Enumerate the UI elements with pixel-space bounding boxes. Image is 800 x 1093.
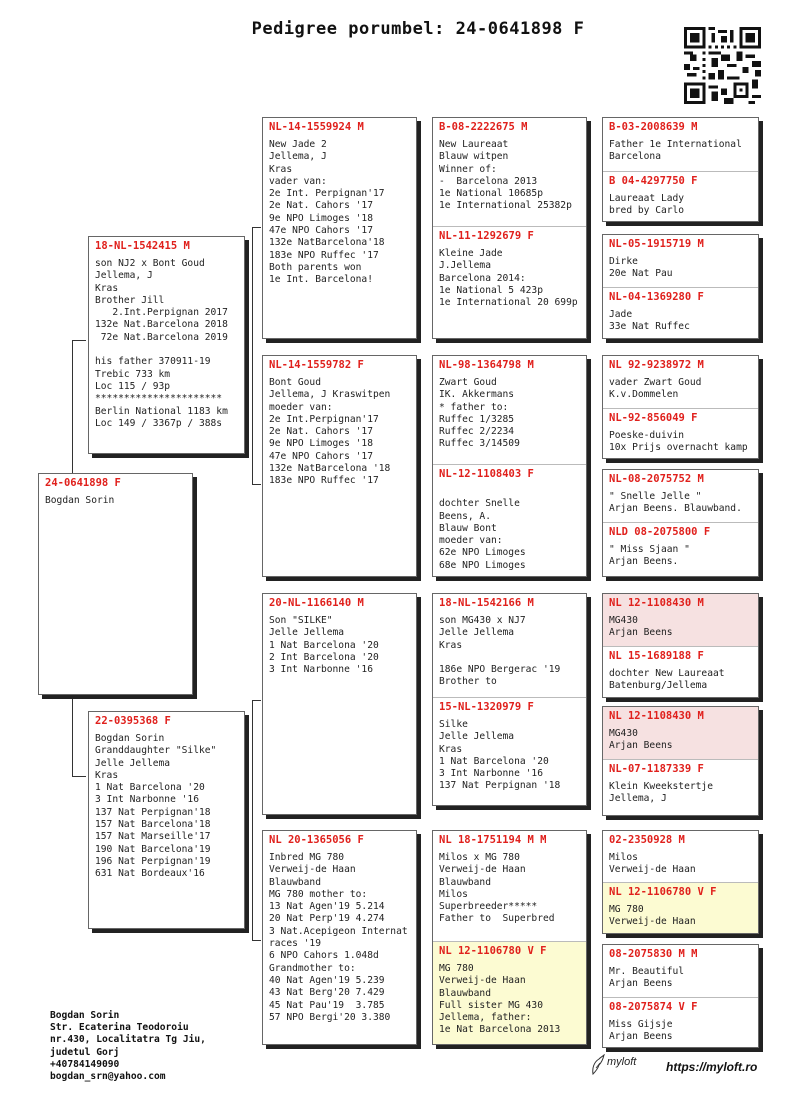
pigeon-entry [433, 118, 586, 226]
pigeon-notes: Father 1e International Barcelona [609, 139, 742, 163]
ring-number: 08-2075830 M M [609, 948, 698, 960]
grandparent-box[interactable] [262, 117, 417, 339]
page-title: Pedigree porumbel: 24-0641898 F [251, 19, 585, 39]
grandparent-box[interactable] [262, 593, 417, 815]
great-great-grandparent-box[interactable] [602, 593, 759, 698]
pigeon-notes: Silke Jelle Jellema Kras 1 Nat Barcelona '20 3 Int Narbonne '16 137 Nat Perpignan '18 [439, 719, 561, 792]
pigeon-notes: Jade 33e Nat Ruffec [609, 309, 690, 333]
pigeon-entry [433, 226, 586, 338]
ring-number: NL 15-1689188 F [609, 650, 704, 662]
pigeon-notes: Laureaat Lady bred by Carlo [609, 193, 685, 217]
pigeon-entry [603, 118, 758, 171]
ring-number: NL 92-9238972 M [609, 359, 704, 371]
pigeon-notes: " Miss Sjaan " Arjan Beens. [609, 544, 690, 568]
pigeon-entry [603, 470, 758, 522]
pigeon-notes: Bogdan Sorin [45, 495, 115, 506]
ring-number: 15-NL-1320979 F [439, 701, 534, 713]
pigeon-entry [603, 287, 758, 338]
ring-number: NL 12-1108430 M [609, 710, 704, 722]
dam-box[interactable] [88, 711, 245, 929]
pigeon-entry [433, 356, 586, 464]
ring-number: NL 12-1106780 V F [439, 945, 547, 957]
pigeon-entry [603, 522, 758, 576]
ring-number: NL-04-1369280 F [609, 291, 704, 303]
grandparent-box[interactable] [262, 830, 417, 1045]
pigeon-notes: Milos Verweij-de Haan [609, 852, 696, 876]
ring-number: 08-2075874 V F [609, 1001, 698, 1013]
pigeon-entry [603, 235, 758, 287]
great-grandparent-box[interactable] [432, 830, 587, 1045]
connector-line [252, 940, 261, 941]
connector-line [72, 340, 86, 341]
ring-number: NL-08-2075752 M [609, 473, 704, 485]
pigeon-notes: Klein Kweekstertje Jellema, J [609, 781, 713, 805]
connector-line [252, 227, 253, 484]
pigeon-entry [603, 831, 758, 882]
pigeon-entry [433, 697, 586, 805]
ring-number: NL 12-1108430 M [609, 597, 704, 609]
pigeon-notes: Dirke 20e Nat Pau [609, 256, 673, 280]
pigeon-notes: Kleine Jade J.Jellema Barcelona 2014: 1e National 5 423p 1e International 20 699p [439, 248, 578, 309]
pigeon-notes: Bogdan Sorin Granddaughter "Silke" Jelle Jellema Kras 1 Nat Barcelona '20 3 Int Narbonne '16 137 Nat Perpignan'18 157 Nat Barcelona'18 157 Nat Marseille'17 190 Nat Barcelona'19 196 Nat Perpignan'19 631 Nat Bordeaux'16 [95, 733, 217, 880]
connector-line [252, 484, 261, 485]
great-great-grandparent-box[interactable] [602, 234, 759, 339]
pigeon-entry [603, 594, 758, 646]
pigeon-entry [433, 941, 586, 1044]
pigeon-entry [603, 408, 758, 458]
ring-number: 20-NL-1166140 M [269, 597, 364, 609]
website-link[interactable]: https://myloft.ro [666, 1060, 758, 1074]
pigeon-entry [263, 831, 416, 1044]
sire-box[interactable] [88, 236, 245, 454]
ring-number: NL-14-1559924 M [269, 121, 364, 133]
great-great-grandparent-box[interactable] [602, 355, 759, 459]
pigeon-entry [603, 646, 758, 697]
ring-number: NL 18-1751194 M M [439, 834, 547, 846]
pigeon-notes: MG 780 Verweij-de Haan Blauwband Full sister MG 430 Jellema, father: 1e Nat Barcelona 2013 [439, 963, 561, 1036]
pigeon-notes: New Laureaat Blauw witpen Winner of: - Barcelona 2013 1e National 10685p 1e International 25382p [439, 139, 572, 212]
grandparent-box[interactable] [262, 355, 417, 577]
subject-box[interactable] [38, 473, 193, 695]
ring-number: NL 20-1365056 F [269, 834, 364, 846]
ring-number: 02-2350928 M [609, 834, 685, 846]
great-great-grandparent-box[interactable] [602, 117, 759, 222]
ring-number: 24-0641898 F [45, 477, 121, 489]
pigeon-entry [89, 237, 244, 453]
owner-address: Bogdan Sorin Str. Ecaterina Teodoroiu nr.430, Localitatra Tg Jiu, judetul Gorj +40784149090 bogdan_srn@yahoo.com [50, 1010, 206, 1083]
ring-number: NL-14-1559782 F [269, 359, 364, 371]
pigeon-entry [263, 594, 416, 814]
pigeon-notes: " Snelle Jelle " Arjan Beens. Blauwband. [609, 491, 742, 515]
pigeon-entry [263, 356, 416, 576]
ring-number: B-03-2008639 M [609, 121, 698, 133]
ring-number: NL-12-1108403 F [439, 468, 534, 480]
pigeon-notes: New Jade 2 Jellema, J Kras vader van: 2e Int. Perpignan'17 2e Nat. Cahors '17 9e NPO Limoges '18 47e NPO Cahors '17 132e NatBarcelona'18 183e NPO Ruffec '17 Both parents won 1e Int. Barcelona! [269, 139, 385, 286]
ring-number: NL-92-856049 F [609, 412, 698, 424]
connector-line [72, 698, 73, 776]
connector-line [72, 340, 73, 473]
pigeon-notes: vader Zwart Goud K.v.Dommelen [609, 377, 702, 401]
pigeon-entry [603, 707, 758, 759]
ring-number: NL-07-1187339 F [609, 763, 704, 775]
pigeon-notes: dochter Snelle Beens, A. Blauw Bont moeder van: 62e NPO Limoges 68e NPO Limoges [439, 498, 526, 571]
ring-number: NLD 08-2075800 F [609, 526, 711, 538]
pigeon-notes: MG430 Arjan Beens [609, 728, 673, 752]
pigeon-entry [603, 945, 758, 997]
pigeon-notes: Poeske-duivin 10x Prijs overnacht kamp [609, 430, 748, 454]
great-grandparent-box[interactable] [432, 117, 587, 339]
connector-line [252, 227, 261, 228]
pigeon-notes: Bont Goud Jellema, J Kraswitpen moeder van: 2e Int.Perpignan'17 2e Nat. Cahors '17 9e NPO Limoges '18 47e NPO Cahors '17 132e NatBarcelona '18 183e NPO Ruffec '17 [269, 377, 391, 487]
connector-line [72, 776, 86, 777]
great-great-grandparent-box[interactable] [602, 830, 759, 934]
connector-line [252, 700, 253, 940]
pigeon-entry [433, 464, 586, 576]
pigeon-notes: Son "SILKE" Jelle Jellema 1 Nat Barcelona '20 2 Int Barcelona '20 3 Int Narbonne '16 [269, 615, 379, 676]
pigeon-notes: son MG430 x NJ7 Jelle Jellema Kras 186e NPO Bergerac '19 Brother to [439, 615, 561, 688]
ring-number: NL-05-1915719 M [609, 238, 704, 250]
pigeon-entry [603, 997, 758, 1047]
ring-number: NL-11-1292679 F [439, 230, 534, 242]
pigeon-notes: Mr. Beautiful Arjan Beens [609, 966, 685, 990]
pigeon-notes: MG430 Arjan Beens [609, 615, 673, 639]
pigeon-entry [89, 712, 244, 928]
ring-number: B 04-4297750 F [609, 175, 698, 187]
pigeon-entry [603, 882, 758, 933]
ring-number: B-08-2222675 M [439, 121, 528, 133]
ring-number: 18-NL-1542166 M [439, 597, 534, 609]
pigeon-notes: MG 780 Verweij-de Haan [609, 904, 696, 928]
pigeon-notes: Milos x MG 780 Verweij-de Haan Blauwband Milos Superbreeder***** Father to Superbred [439, 852, 555, 925]
pigeon-entry [263, 118, 416, 338]
brand-logo: myloft [607, 1056, 637, 1068]
great-great-grandparent-box[interactable] [602, 469, 759, 577]
pigeon-logo-icon [590, 1054, 606, 1076]
pigeon-entry [433, 831, 586, 941]
pigeon-entry [39, 474, 192, 694]
ring-number: 18-NL-1542415 M [95, 240, 190, 252]
qr-code [684, 27, 761, 104]
pigeon-notes: Inbred MG 780 Verweij-de Haan Blauwband MG 780 mother to: 13 Nat Agen'19 5.214 20 Nat Perp'19 4.274 3 Nat.Acepigeon Internat races '19 6 NPO Cahors 1.048d Grandmother to: 40 Nat Agen'19 5.239 43 Nat Berg'20 7.429 45 Nat Pau'19 3.785 57 NPO Bergi'20 3.380 [269, 852, 408, 1023]
pigeon-entry [603, 171, 758, 221]
pigeon-notes: son NJ2 x Bont Goud Jellema, J Kras Brother Jill 2.Int.Perpignan 2017 132e Nat.Barcelona 2018 72e Nat.Barcelona 2019 his father 370911-19 Trebic 733 km Loc 115 / 93p ********************** Berlin National 1183 km Loc 149 / 3367p / 388s [95, 258, 228, 429]
ring-number: 22-0395368 F [95, 715, 171, 727]
pigeon-notes: dochter New Laureaat Batenburg/Jellema [609, 668, 725, 692]
great-great-grandparent-box[interactable] [602, 706, 759, 816]
pigeon-entry [603, 759, 758, 815]
pigeon-entry [603, 356, 758, 408]
pigeon-notes: Miss Gijsje Arjan Beens [609, 1019, 673, 1043]
ring-number: NL-98-1364798 M [439, 359, 534, 371]
ring-number: NL 12-1106780 V F [609, 886, 717, 898]
great-grandparent-box[interactable] [432, 355, 587, 577]
pigeon-entry [433, 594, 586, 697]
connector-line [252, 700, 261, 701]
great-grandparent-box[interactable] [432, 593, 587, 806]
great-great-grandparent-box[interactable] [602, 944, 759, 1048]
pigeon-notes: Zwart Goud IK. Akkermans * father to: Ruffec 1/3285 Ruffec 2/2234 Ruffec 3/14509 [439, 377, 520, 450]
